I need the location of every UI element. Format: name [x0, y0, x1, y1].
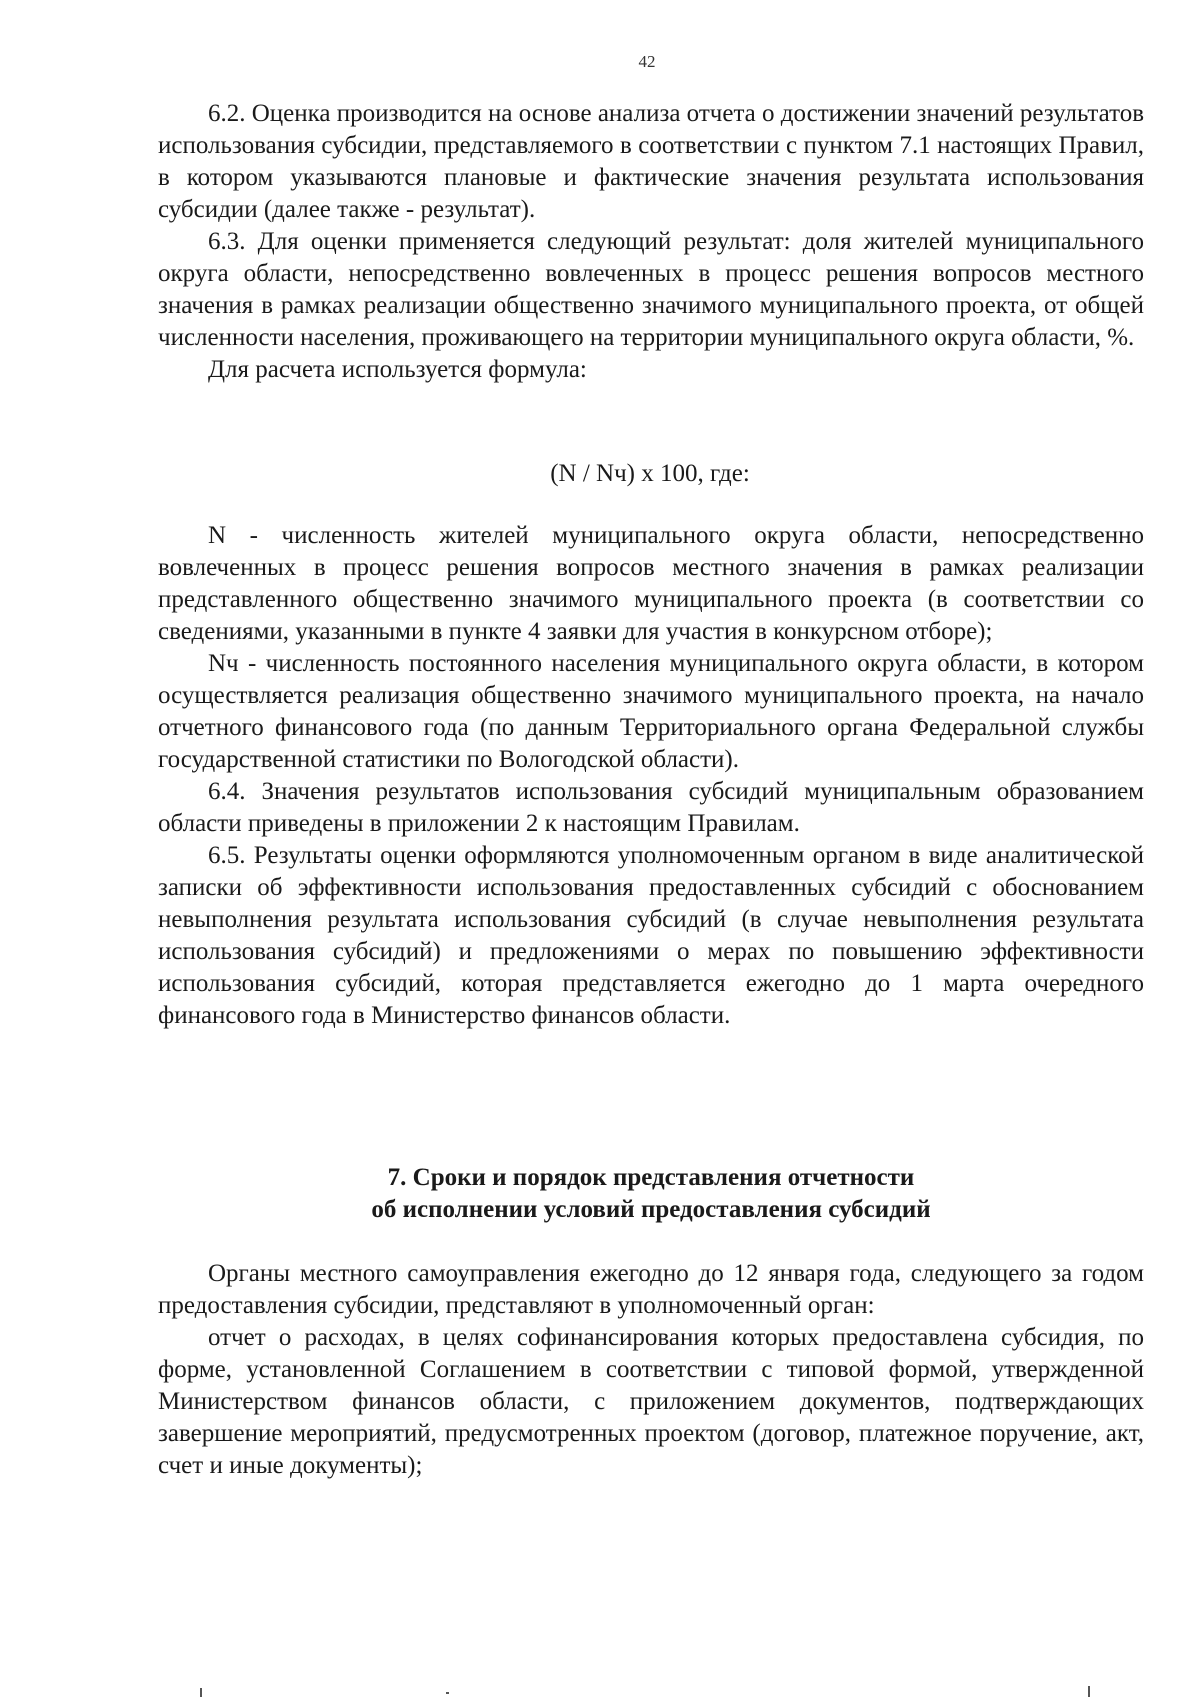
paragraph-6-3: 6.3. Для оценки применяется следующий результат: доля жителей муниципального округа области, непосредственно вовлеченных в процесс решения вопросов местного значения в рамках реализации общественно значимого муниципального проекта, от общей численности населения, проживающего на территории муниципального округа области, %.	[158, 228, 1144, 351]
paragraph-6-5: 6.5. Результаты оценки оформляются уполномоченным органом в виде аналитической записки об эффективности использования предоставленных субсидий с обоснованием невыполнения результата использования субсидий (в случае невыполнения результата использования субсидий) и предложениями о мерах по повышению эффективности использования субсидий, которая представляется ежегодно до 1 марта очередного финансового года в Министерство финансов области.	[158, 842, 1144, 1029]
paragraph-6-2: 6.2. Оценка производится на основе анализа отчета о достижении значений результатов использования субсидии, представляемого в соответствии с пунктом 7.1 настоящих Правил, в котором указываются плановые и фактические значения результата использования субсидии (далее также - результат).	[158, 100, 1145, 223]
scan-artifact-right	[1088, 1686, 1090, 1697]
scan-artifact-left	[200, 1688, 202, 1697]
section-7-paragraphs	[158, 1258, 1144, 1482]
page-number: 42	[638, 52, 656, 71]
section-6-paragraphs	[158, 98, 1144, 386]
formula: (N / Nч) x 100, где:	[550, 460, 750, 487]
paragraph-6-4: 6.4. Значения результатов использования субсидий муниципальным образованием области приведены в приложении 2 к настоящим Правилам.	[158, 778, 1144, 837]
definition-n: N - численность жителей муниципального округа области, непосредственно вовлеченных в процесс решения вопросов местного значения в рамках реализации представленного общественно значимого муниципального проекта (в соответствии со сведениями, указанными в пункте 4 заявки для участия в конкурсном отборе);	[158, 522, 1144, 645]
paragraph-formula-intro: Для расчета используется формула:	[208, 356, 587, 383]
paragraph-reporting-deadline: Органы местного самоуправления ежегодно до 12 января года, следующего за годом предоставления субсидии, представляют в уполномоченный орган:	[158, 1260, 1144, 1319]
section-title-line-1: 7. Сроки и порядок представления отчетности	[387, 1164, 915, 1191]
formula-definitions	[158, 520, 1144, 1032]
section-7-title	[158, 1162, 1144, 1226]
definition-nch: Nч - численность постоянного населения муниципального округа области, в котором осуществляется реализация общественно значимого муниципального проекта, на начало отчетного финансового года (по данным Территориального органа Федеральной службы государственной статистики по Вологодской области).	[158, 650, 1144, 773]
section-title-line-2: об исполнении условий предоставления субсидий	[371, 1196, 931, 1223]
paragraph-expense-report: отчет о расходах, в целях софинансирования которых предоставлена субсидия, по форме, установленной Соглашением в соответствии с типовой формой, утвержденной Министерством финансов области, с приложением документов, подтверждающих завершение мероприятий, предусмотренных проектом (договор, платежное поручение, акт, счет и иные документы);	[158, 1324, 1144, 1479]
scan-artifact-center	[446, 1692, 449, 1694]
